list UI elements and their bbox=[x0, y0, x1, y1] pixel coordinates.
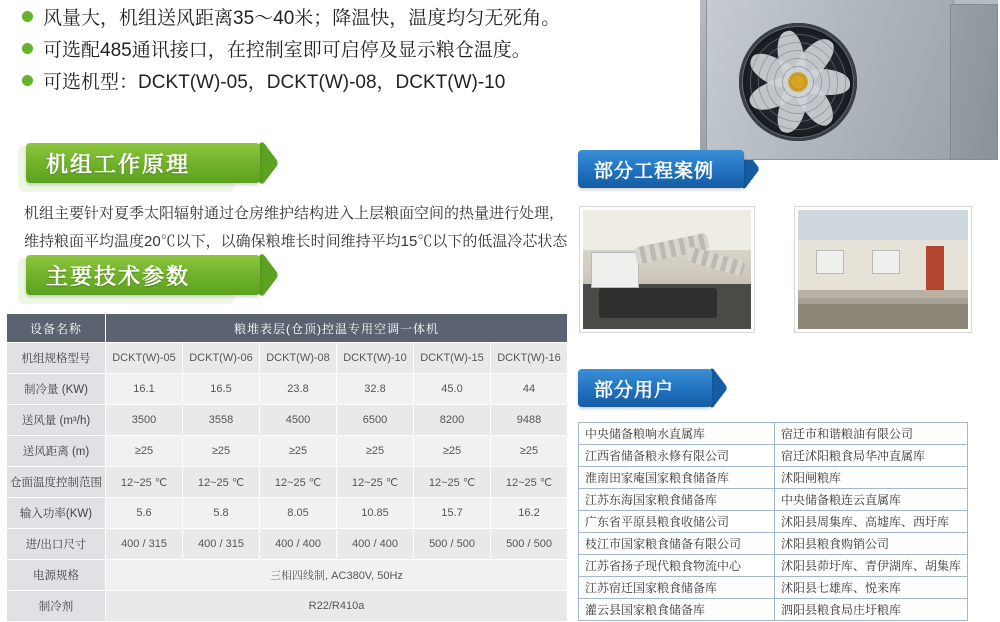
table-row bbox=[579, 489, 968, 511]
spec-title-value: 粮堆表层(仓顶)控温专用空调一体机 bbox=[106, 314, 568, 343]
spec-cell: 8200 bbox=[414, 405, 491, 436]
spec-cell: ≥25 bbox=[106, 436, 183, 467]
section-heading-cases bbox=[578, 150, 744, 188]
feature-bullet-list bbox=[22, 0, 702, 96]
table-row bbox=[579, 555, 968, 577]
spec-cell: ≥25 bbox=[414, 436, 491, 467]
spec-cell: 45.0 bbox=[414, 374, 491, 405]
spec-cell: 500 / 500 bbox=[491, 529, 568, 560]
spec-cell: 16.1 bbox=[106, 374, 183, 405]
user-name-right: 沭阳县周集库、高墟库、西圩库 bbox=[774, 511, 967, 533]
spec-cell: 400 / 400 bbox=[337, 529, 414, 560]
table-row-header bbox=[7, 314, 568, 343]
principle-paragraph: 机组主要针对夏季太阳辐射通过仓房维护结构进入上层粮面空间的热量进行处理，维持粮面平均温度20℃以下，以确保粮堆长时间维持平均15℃以下的低温冷芯状态 bbox=[24, 205, 568, 250]
user-name-left: 枝江市国家粮食储备有限公司 bbox=[579, 533, 775, 555]
table-row bbox=[7, 405, 568, 436]
bullet-dot-icon bbox=[22, 75, 33, 86]
user-name-left: 淮南田家庵国家粮食储备库 bbox=[579, 467, 775, 489]
section-heading-principle-label: 机组工作原理 bbox=[46, 151, 191, 177]
table-row bbox=[7, 498, 568, 529]
table-row bbox=[579, 467, 968, 489]
spec-cell: 16.5 bbox=[183, 374, 260, 405]
spec-row-label: 机组规格型号 bbox=[7, 343, 106, 374]
spec-cell: 500 / 500 bbox=[414, 529, 491, 560]
spec-row-label: 送风量 (m³/h) bbox=[7, 405, 106, 436]
table-row bbox=[7, 374, 568, 405]
user-name-right: 沭阳县七雄库、悦来库 bbox=[774, 577, 967, 599]
section-heading-cases-label: 部分工程案例 bbox=[594, 160, 715, 182]
user-name-left: 江苏宿迁国家粮食储备库 bbox=[579, 577, 775, 599]
user-name-left: 灌云县国家粮食储备库 bbox=[579, 599, 775, 621]
spec-cell: 12~25 ℃ bbox=[106, 467, 183, 498]
fan-icon bbox=[739, 23, 857, 141]
section-heading-specs bbox=[26, 255, 260, 295]
user-name-left: 江苏东海国家粮食储备库 bbox=[579, 489, 775, 511]
table-row bbox=[7, 343, 568, 374]
spec-cell: ≥25 bbox=[260, 436, 337, 467]
user-name-right: 泗阳县粮食局庄圩粮库 bbox=[774, 599, 967, 621]
table-row bbox=[579, 423, 968, 445]
spec-cell: 400 / 315 bbox=[183, 529, 260, 560]
spec-cell: 12~25 ℃ bbox=[183, 467, 260, 498]
spec-cell: DCKT(W)-10 bbox=[337, 343, 414, 374]
user-name-left: 广东省平原县粮食收储公司 bbox=[579, 511, 775, 533]
spec-cell: ≥25 bbox=[337, 436, 414, 467]
spec-row-label: 输入功率(KW) bbox=[7, 498, 106, 529]
spec-cell: DCKT(W)-08 bbox=[260, 343, 337, 374]
spec-cell: 12~25 ℃ bbox=[337, 467, 414, 498]
spec-cell: 15.7 bbox=[414, 498, 491, 529]
user-name-right: 沭阳县粮食购销公司 bbox=[774, 533, 967, 555]
spec-cell: 23.8 bbox=[260, 374, 337, 405]
spec-cell: 16.2 bbox=[491, 498, 568, 529]
machine-side-panel bbox=[950, 4, 998, 160]
bullet-dot-icon bbox=[22, 43, 33, 54]
bullet-dot-icon bbox=[22, 11, 33, 22]
user-name-right: 沭阳县茆圩库、青伊湖库、胡集库 bbox=[774, 555, 967, 577]
table-row bbox=[7, 436, 568, 467]
case-photo-1 bbox=[580, 207, 754, 332]
section-heading-users-label: 部分用户 bbox=[594, 379, 675, 401]
spec-cell: 5.6 bbox=[106, 498, 183, 529]
table-row bbox=[579, 533, 968, 555]
spec-cell: DCKT(W)-16 bbox=[491, 343, 568, 374]
table-row bbox=[7, 529, 568, 560]
spec-row-label: 送风距离 (m) bbox=[7, 436, 106, 467]
spec-cell: 3558 bbox=[183, 405, 260, 436]
user-name-right: 宿迁市和谐粮油有限公司 bbox=[774, 423, 967, 445]
spec-cell: 8.05 bbox=[260, 498, 337, 529]
spec-cell: 6500 bbox=[337, 405, 414, 436]
table-row bbox=[7, 591, 568, 622]
spec-cell: 9488 bbox=[491, 405, 568, 436]
list-item bbox=[22, 0, 702, 32]
user-name-right: 沭阳闸粮库 bbox=[774, 467, 967, 489]
spec-cell: 10.85 bbox=[337, 498, 414, 529]
table-row bbox=[579, 599, 968, 621]
spec-cell: 44 bbox=[491, 374, 568, 405]
spec-row-label: 仓面温度控制范围 bbox=[7, 467, 106, 498]
spec-cell: ≥25 bbox=[183, 436, 260, 467]
spec-cell: 400 / 315 bbox=[106, 529, 183, 560]
spec-cell: DCKT(W)-15 bbox=[414, 343, 491, 374]
machine-body bbox=[706, 0, 954, 160]
spec-row-label: 电源规格 bbox=[7, 560, 106, 591]
spec-cell: DCKT(W)-05 bbox=[106, 343, 183, 374]
product-photo bbox=[700, 0, 998, 160]
list-item bbox=[22, 32, 702, 64]
user-name-left: 江苏省扬子现代粮食物流中心 bbox=[579, 555, 775, 577]
spec-cell: ≥25 bbox=[491, 436, 568, 467]
user-name-right: 宿迁沭阳粮食局华冲直属库 bbox=[774, 445, 967, 467]
section-heading-users bbox=[578, 369, 712, 407]
spec-cell: 12~25 ℃ bbox=[260, 467, 337, 498]
spec-title-label: 设备名称 bbox=[7, 314, 106, 343]
table-row bbox=[7, 467, 568, 498]
section-heading-principle bbox=[26, 143, 260, 183]
table-row bbox=[7, 560, 568, 591]
spec-cell: 3500 bbox=[106, 405, 183, 436]
table-row bbox=[579, 577, 968, 599]
bullet-text: 可选配485通讯接口，在控制室即可启停及显示粮仓温度。 bbox=[43, 39, 531, 61]
spec-cell-merged: 三相四线制, AC380V, 50Hz bbox=[106, 560, 568, 591]
users-table bbox=[578, 422, 968, 621]
spec-row-label: 制冷量 (KW) bbox=[7, 374, 106, 405]
user-name-left: 江西省储备粮永修有限公司 bbox=[579, 445, 775, 467]
user-name-left: 中央储备粮响水直属库 bbox=[579, 423, 775, 445]
spec-cell: 32.8 bbox=[337, 374, 414, 405]
spec-cell: 12~25 ℃ bbox=[491, 467, 568, 498]
case-photo-2 bbox=[795, 207, 971, 332]
spec-cell: 400 / 400 bbox=[260, 529, 337, 560]
list-item bbox=[22, 64, 702, 96]
spec-cell: DCKT(W)-06 bbox=[183, 343, 260, 374]
table-row bbox=[579, 511, 968, 533]
table-row bbox=[579, 445, 968, 467]
section-heading-specs-label: 主要技术参数 bbox=[46, 263, 191, 289]
bullet-text: 风量大，机组送风距离35～40米；降温快，温度均匀无死角。 bbox=[43, 7, 561, 29]
spec-cell-merged: R22/R410a bbox=[106, 591, 568, 622]
spec-cell: 12~25 ℃ bbox=[414, 467, 491, 498]
spec-cell: 4500 bbox=[260, 405, 337, 436]
bullet-text: 可选机型：DCKT(W)-05，DCKT(W)-08，DCKT(W)-10 bbox=[43, 71, 506, 93]
user-name-right: 中央储备粮连云直属库 bbox=[774, 489, 967, 511]
spec-table bbox=[6, 313, 568, 622]
spec-row-label: 进/出口尺寸 bbox=[7, 529, 106, 560]
spec-row-label: 制冷剂 bbox=[7, 591, 106, 622]
spec-cell: 5.8 bbox=[183, 498, 260, 529]
